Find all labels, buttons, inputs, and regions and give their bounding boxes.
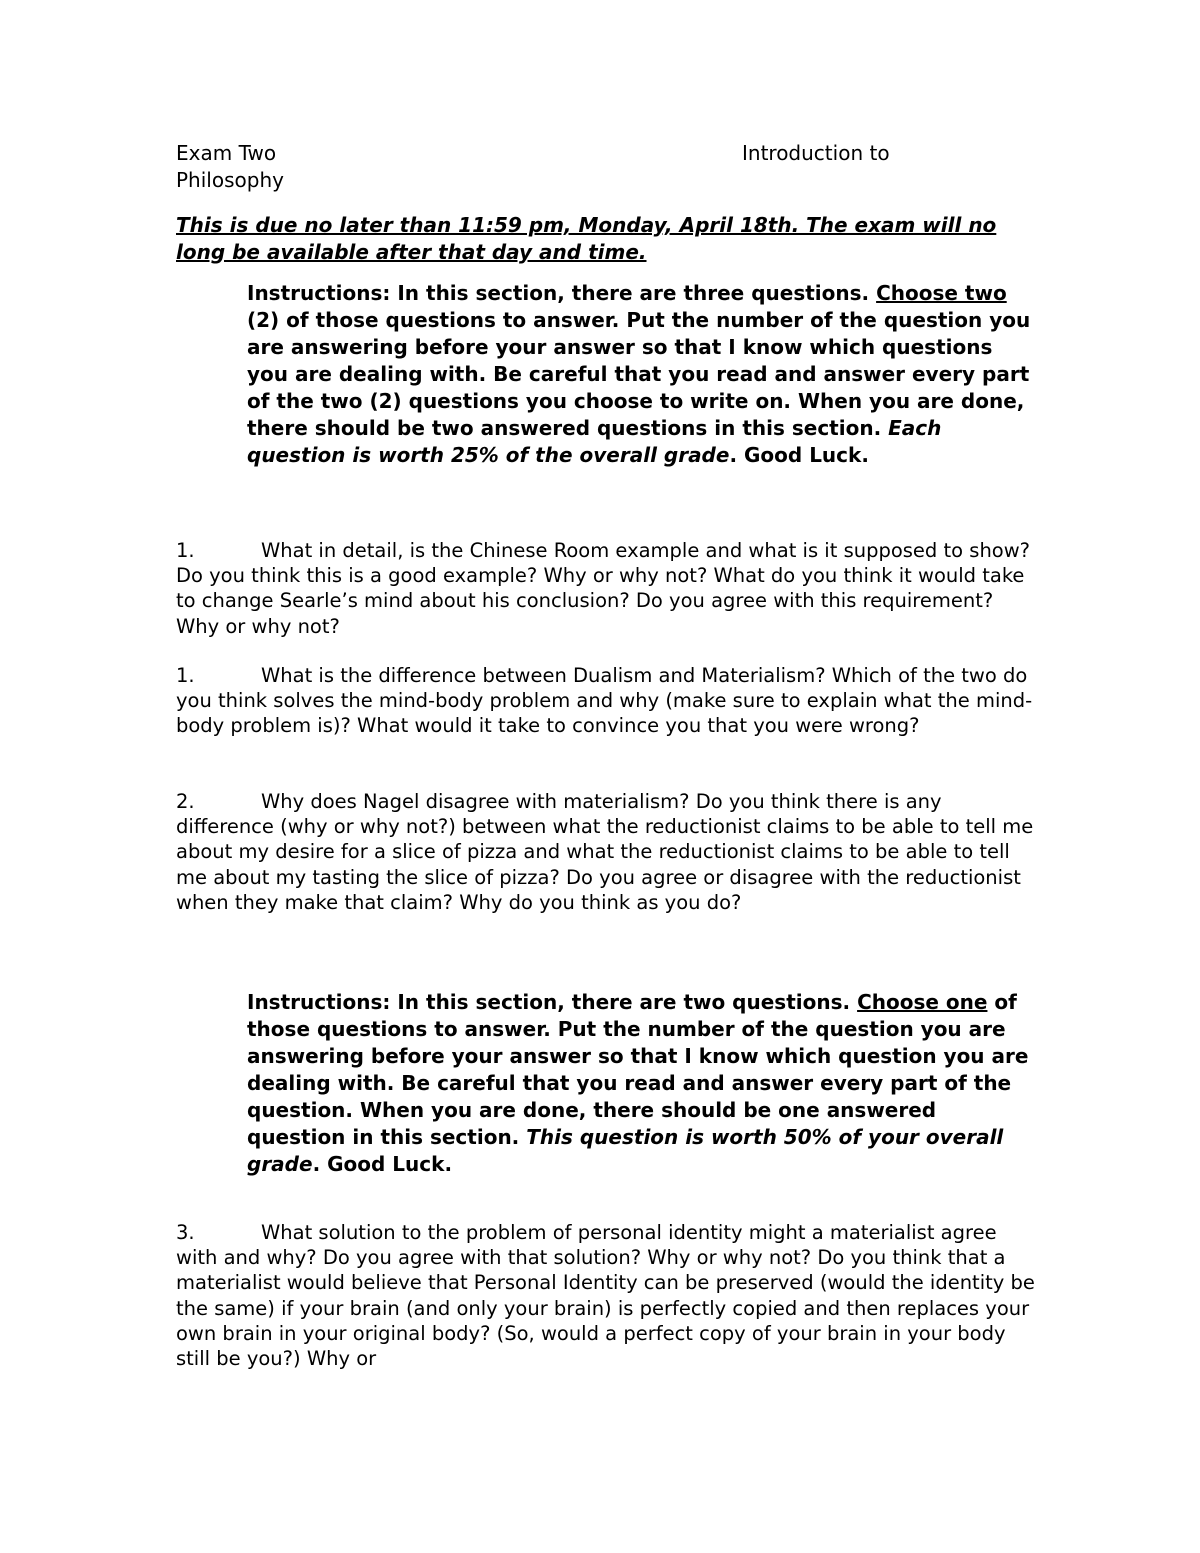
instructions-body: (2) of those questions to answer. Put the number of the question you are answering before your answer so that I know which questions you are dealing with. Be careful that you read and answer every part of the two (2) questions you choose to write on. When you are done, there should be two answered questions in this section.: [247, 308, 1031, 440]
instructions-body: of those questions to answer. Put the number of the question you are answering before your answer so that I know which question you are dealing with. Be careful that you read and answer every part of the question. When you are done, there should be one answered question in this section.: [247, 990, 1029, 1149]
instructions-choose: Choose one: [857, 990, 988, 1014]
question-text: Why does Nagel disagree with materialism? Do you think there is any difference (why or why not?) between what the reductionist claims to be able to tell me about my desire for a slice of pizza and what the reductionist claims to be able to tell me about my tasting the slice of pizza? Do you agree or disagree with the reductionist when they make that claim? Why do you think as you do?: [176, 790, 1034, 914]
question-item: [176, 789, 1036, 915]
section-two-instructions: [247, 989, 1037, 1178]
question-item: [176, 663, 1036, 739]
due-date-notice: This is due no later than 11:59 pm, Monday, April 18th. The exam will no long be available after that day and time.: [176, 213, 997, 264]
question-item: [176, 538, 1036, 639]
exam-title: Exam Two: [176, 141, 277, 165]
instructions-closing: . Good Luck.: [312, 1152, 453, 1176]
section-one-instructions: [247, 280, 1037, 469]
instructions-closing: . Good Luck.: [729, 443, 869, 467]
instructions-choose: Choose two: [876, 281, 1007, 305]
course-title: Introduction to Philosophy: [176, 141, 890, 192]
document-header: [176, 140, 936, 194]
question-number: 1.: [176, 664, 195, 687]
instructions-worth: Each question is worth 25% of the overall grade: [247, 416, 942, 467]
instructions-lead: Instructions: In this section, there are two questions.: [247, 990, 858, 1014]
question-text: What is the difference between Dualism and Materialism? Which of the two do you think solves the mind-body problem and why (make sure to explain what the mind-body problem is)? What would it take to convince you that you were wrong?: [176, 664, 1033, 738]
instructions-lead: Instructions: In this section, there are three questions.: [247, 281, 877, 305]
question-item: [176, 1220, 1036, 1371]
question-number: 1.: [176, 539, 195, 562]
question-text: What in detail, is the Chinese Room example and what is it supposed to show? Do you think this is a good example? Why or why not? What do you think it would take to change Searle’s mind about his conclusion? Do you agree with this requirement? Why or why not?: [176, 539, 1031, 638]
instructions-worth: This question is worth 50% of your overall grade: [247, 1125, 1004, 1176]
question-number: 2.: [176, 790, 195, 813]
question-text: What solution to the problem of personal identity might a materialist agree with and why? Do you agree with that solution? Why or why not? Do you think that a materialist would believe that Personal Identity can be preserved (would the identity be the same) if your brain (and only your brain) is perfectly copied and then replaces your own brain in your original body? (So, would a perfect copy of your brain in your body still be you?) Why or: [176, 1221, 1035, 1371]
question-number: 3.: [176, 1221, 195, 1244]
